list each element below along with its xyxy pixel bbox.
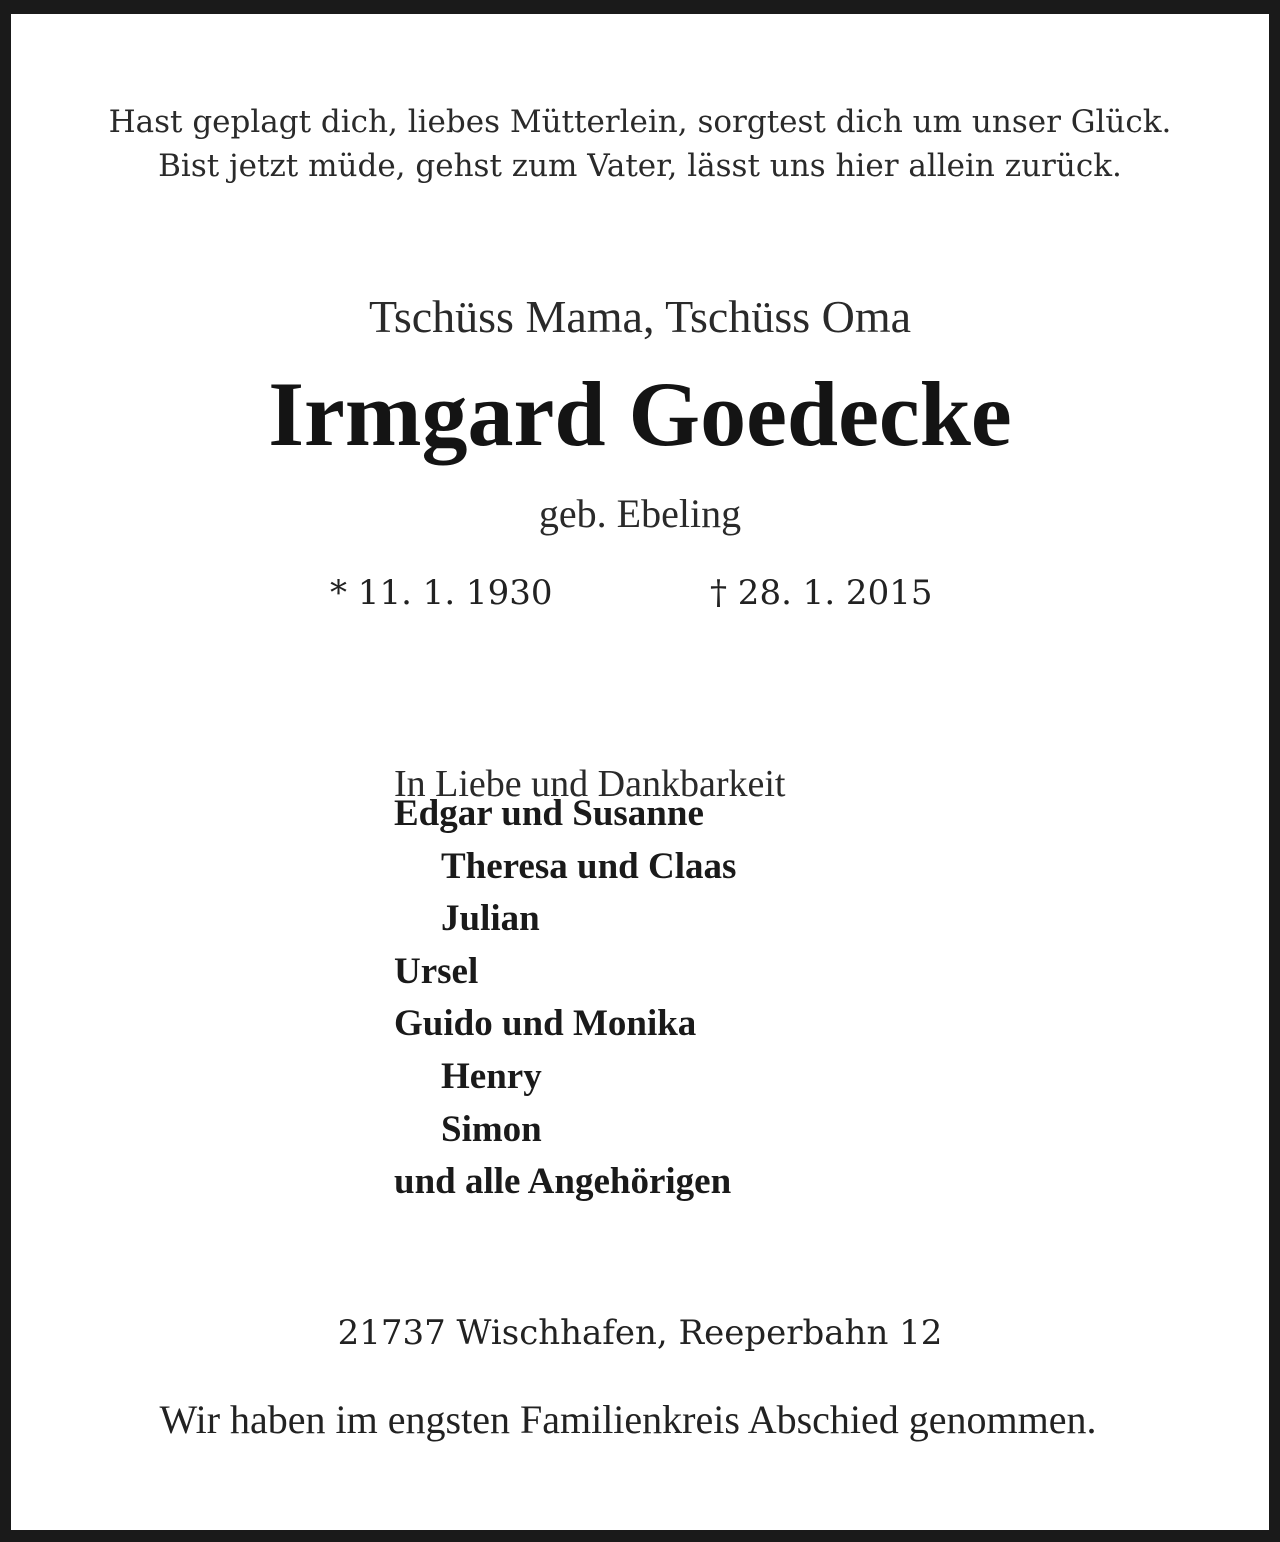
birth-date: * 11. 1. 1930 [330, 573, 553, 613]
closing-line: Wir haben im engsten Familienkreis Abschied genommen. [159, 1397, 1097, 1442]
mourner-name: und alle Angehörigen [394, 1161, 732, 1203]
mourner-name: Henry [441, 1055, 542, 1097]
mourner-name: Simon [441, 1108, 542, 1150]
verse-line-1: Hast geplagt dich, liebes Mütterlein, sorgtest dich um unser Glück. [108, 104, 1172, 140]
mourner-name: Theresa und Claas [441, 845, 737, 887]
mourner-name: Ursel [394, 950, 479, 992]
deceased-name: Irmgard Goedecke [268, 363, 1012, 465]
mourners-intro: In Liebe und Dankbarkeit [394, 763, 786, 805]
maiden-name: geb. Ebeling [538, 491, 742, 536]
farewell-line: Tschüss Mama, Tschüss Oma [368, 291, 912, 342]
mourner-name: Julian [441, 898, 540, 940]
verse-line-2: Bist jetzt müde, gehst zum Vater, lässt uns hier allein zurück. [158, 148, 1122, 184]
mourners-list [394, 788, 736, 1209]
mourner-name: Edgar und Susanne [394, 793, 704, 834]
death-date: † 28. 1. 2015 [710, 573, 933, 613]
address-line: 21737 Wischhafen, Reeperbahn 12 [337, 1313, 943, 1353]
mourner-name: Guido und Monika [394, 1003, 697, 1045]
